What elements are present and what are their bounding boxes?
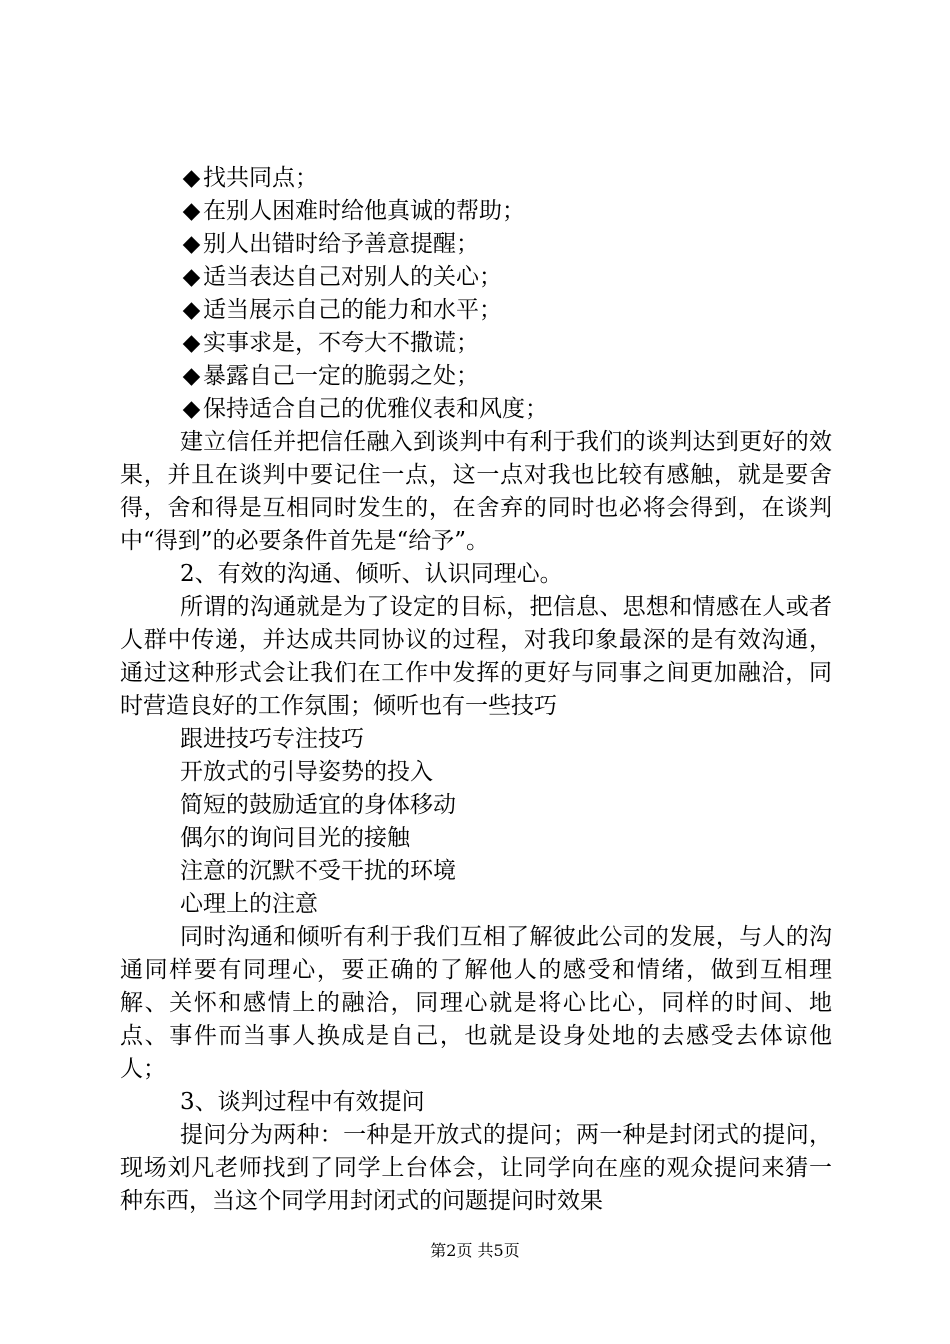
diamond-bullet-icon: ◆	[182, 297, 201, 323]
diamond-bullet-icon: ◆	[182, 330, 201, 356]
questions-paragraph: 提问分为两种：一种是开放式的提问；两一种是封闭式的提问，现场刘凡老师找到了同学上台体会，让同学向在座的观众提问来猜一种东西，当这个同学用封闭式的问题提问时效果	[120, 1122, 832, 1214]
list-item: 注意的沉默不受干扰的环境	[180, 858, 456, 884]
communication-paragraph: 所谓的沟通就是为了设定的目标，把信息、思想和情感在人或者人群中传递，并达成共同协议的过程，对我印象最深的是有效沟通，通过这种形式会让我们在工作中发挥的更好与同事之间更加融洽，同时营造良好的工作氛围；倾听也有一些技巧	[120, 594, 832, 719]
section-heading-2: 2、有效的沟通、倾听、认识同理心。	[180, 561, 563, 587]
section-heading-3: 3、谈判过程中有效提问	[180, 1089, 425, 1115]
diamond-bullet-icon: ◆	[182, 231, 201, 257]
list-item: ◆ 适当表达自己对别人的关心；	[120, 261, 832, 294]
trust-paragraph: 建立信任并把信任融入到谈判中有利于我们的谈判达到更好的效果，并且在谈判中要记住一点，这一点对我也比较有感触，就是要舍得，舍和得是互相同时发生的，在舍弃的同时也必将会得到，在谈判中“得到”的必要条件首先是“给予”。	[120, 429, 832, 554]
document-body	[120, 162, 832, 1218]
list-item: 简短的鼓励适宜的身体移动	[180, 792, 456, 818]
page-footer	[0, 1241, 950, 1261]
list-item: ◆ 别人出错时给予善意提醒；	[120, 228, 832, 261]
page-number-label: 第2页 共5页	[430, 1241, 520, 1260]
list-item: ◆ 在别人困难时给他真诚的帮助；	[120, 195, 832, 228]
list-item: 心理上的注意	[180, 891, 318, 917]
diamond-bullet-icon: ◆	[182, 396, 201, 422]
diamond-bullet-icon: ◆	[182, 363, 201, 389]
listening-skills-list	[120, 723, 832, 921]
list-item: ◆ 暴露自己一定的脆弱之处；	[120, 360, 832, 393]
list-item: 开放式的引导姿势的投入	[180, 759, 433, 785]
list-item: 跟进技巧专注技巧	[180, 726, 364, 752]
list-item: ◆ 适当展示自己的能力和水平；	[120, 294, 832, 327]
diamond-bullet-icon: ◆	[182, 198, 201, 224]
list-item: ◆ 保持适合自己的优雅仪表和风度；	[120, 393, 832, 426]
list-item: 偶尔的询问目光的接触	[180, 825, 410, 851]
diamond-bullet-icon: ◆	[182, 264, 201, 290]
diamond-bullet-icon: ◆	[182, 165, 201, 191]
list-item: ◆ 找共同点；	[120, 162, 832, 195]
trust-building-list	[120, 162, 832, 426]
empathy-paragraph: 同时沟通和倾听有利于我们互相了解彼此公司的发展，与人的沟通同样要有同理心，要正确的了解他人的感受和情绪，做到互相理解、关怀和感情上的融洽，同理心就是将心比心，同样的时间、地点、事件而当事人换成是自己，也就是设身处地的去感受去体谅他人；	[120, 924, 832, 1082]
list-item: ◆ 实事求是，不夸大不撒谎；	[120, 327, 832, 360]
